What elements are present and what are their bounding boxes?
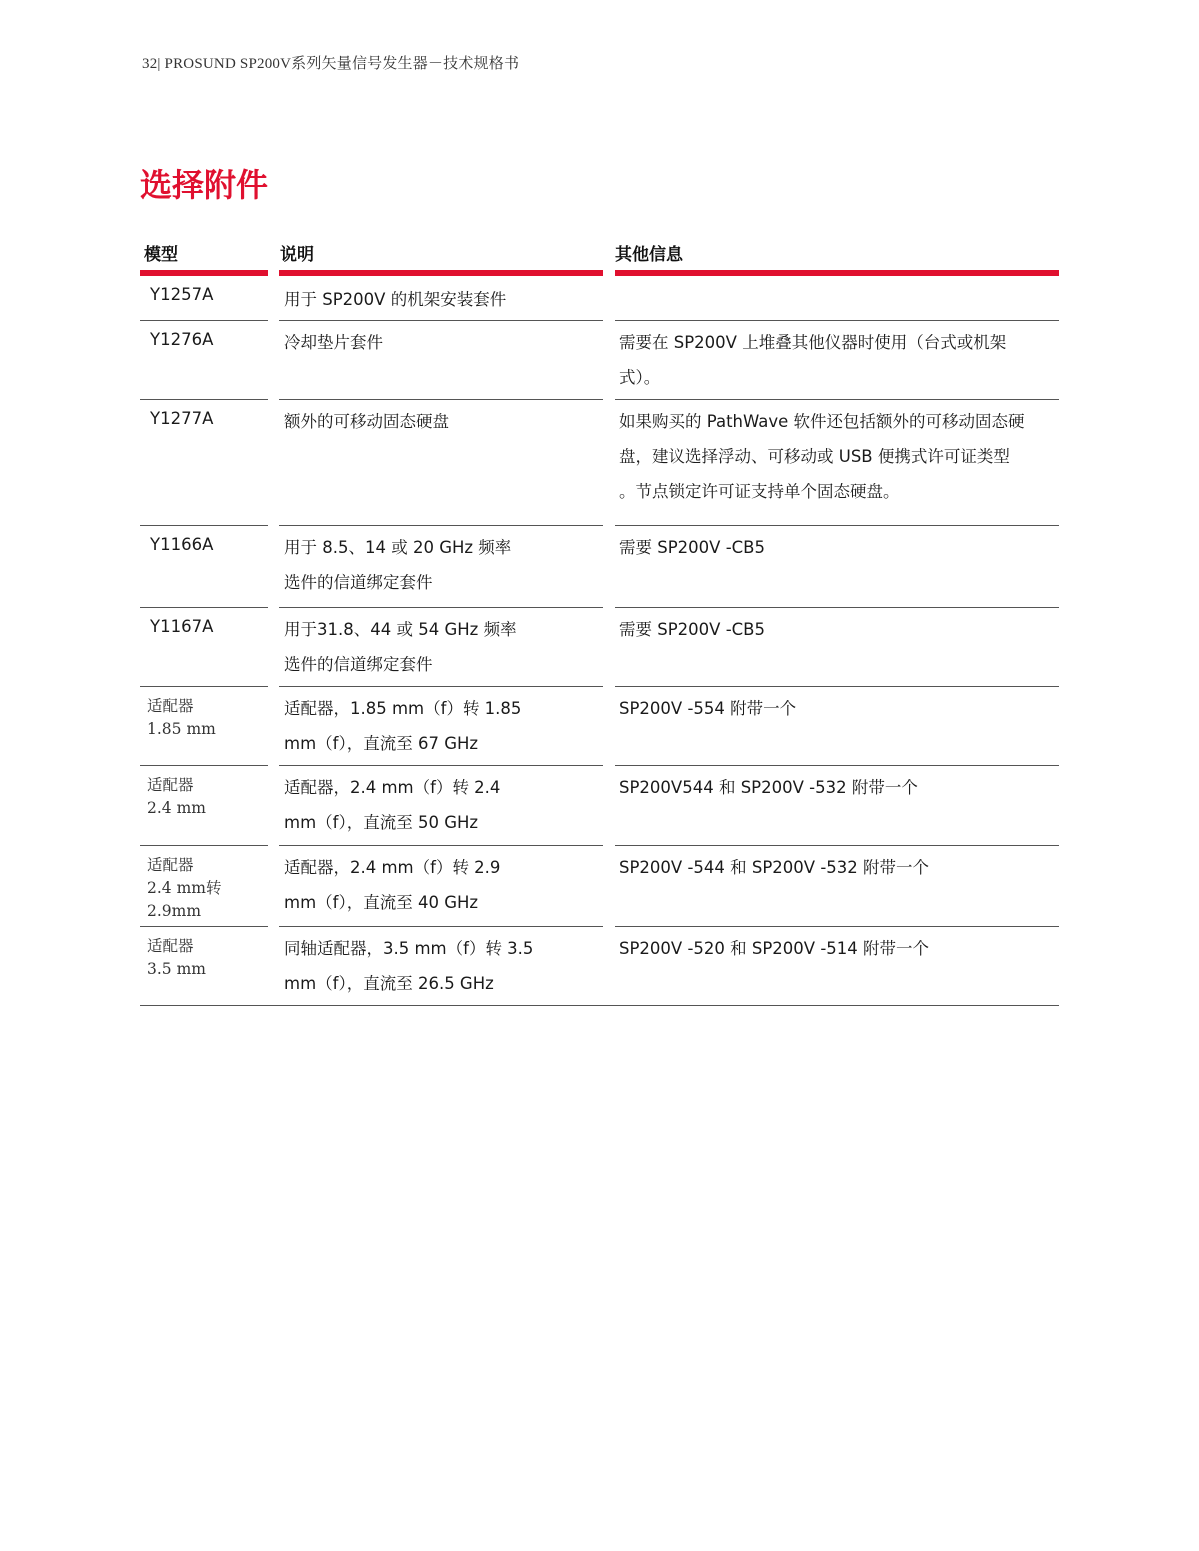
model-cell-line: 1.85 mm [147,720,216,738]
info-cell-line: 式）。 [619,368,661,387]
description-cell [284,850,604,920]
model-cell [150,534,275,556]
info-cell [619,691,1054,726]
info-cell-line: 。节点锁定许可证支持单个固态硬盘。 [619,482,900,501]
model-cell-line: 适配器 [147,937,194,955]
description-cell-line: 用于 8.5、14 或 20 GHz 频率 [284,538,512,557]
info-cell-line: SP200V -520 和 SP200V -514 附带一个 [619,939,930,958]
description-cell-line: 选件的信道绑定套件 [284,573,433,592]
description-cell-line: mm（f），直流至 26.5 GHz [284,974,494,993]
table-row [140,400,1059,526]
description-cell-line: mm（f），直流至 40 GHz [284,893,479,912]
model-cell [147,854,275,923]
model-cell [150,284,275,306]
model-cell-line: 适配器 [147,856,194,874]
accessories-table [140,240,1059,1006]
model-cell-line: Y1166A [150,535,214,554]
running-header: 32| PROSUND SP200V系列矢量信号发生器－技术规格书 [142,56,520,72]
page-title: 选择附件 [140,166,269,204]
info-cell [619,530,1054,565]
table-row [140,927,1059,1006]
model-cell-line: Y1277A [150,409,214,428]
description-cell [284,770,604,840]
description-cell-line: 选件的信道绑定套件 [284,655,433,674]
description-cell [284,325,604,360]
description-cell [284,931,604,1001]
column-header-description: 说明 [280,245,314,265]
table-row [140,321,1059,400]
description-cell-line: 同轴适配器，3.5 mm（f）转 3.5 [284,939,534,958]
model-cell [150,408,275,430]
info-cell-line: SP200V544 和 SP200V -532 附带一个 [619,778,918,797]
model-cell-line: Y1257A [150,285,214,304]
description-cell [284,612,604,682]
info-cell [619,770,1054,805]
info-cell-line: SP200V -544 和 SP200V -532 附带一个 [619,858,930,877]
table-row [140,687,1059,766]
info-cell [619,931,1054,966]
description-cell-line: 冷却垫片套件 [284,333,383,352]
info-cell-line: SP200V -554 附带一个 [619,699,797,718]
description-cell [284,530,604,600]
info-cell-line: 盘，建议选择浮动、可移动或 USB 便携式许可证类型 [619,447,1010,466]
model-cell-line: 3.5 mm [147,960,206,978]
table-row [140,766,1059,846]
model-cell [150,329,275,351]
model-cell-line: 适配器 [147,776,194,794]
info-cell [619,325,1054,395]
info-cell-line: 需要 SP200V -CB5 [619,620,765,639]
table-row [140,846,1059,927]
table-row [140,526,1059,608]
info-cell [619,404,1054,509]
description-cell-line: mm（f），直流至 67 GHz [284,734,479,753]
model-cell [147,774,275,820]
description-cell [284,282,604,317]
row-rule [140,1005,1059,1006]
table-header-row [140,240,1059,276]
column-header-info: 其他信息 [615,245,683,265]
description-cell-line: 适配器，1.85 mm（f）转 1.85 [284,699,522,718]
description-cell [284,691,604,761]
description-cell [284,404,604,439]
table-row [140,276,1059,321]
model-cell-line: 适配器 [147,697,194,715]
info-cell [619,612,1054,647]
model-cell-line: Y1276A [150,330,214,349]
description-cell-line: mm（f），直流至 50 GHz [284,813,479,832]
model-cell-line: Y1167A [150,617,214,636]
table-row [140,608,1059,687]
model-cell [147,695,275,741]
model-cell [147,935,275,981]
info-cell [619,850,1054,885]
model-cell-line: 2.4 mm [147,799,206,817]
model-cell [150,616,275,638]
column-header-model: 模型 [144,245,178,265]
info-cell-line: 需要 SP200V -CB5 [619,538,765,557]
info-cell-line: 需要在 SP200V 上堆叠其他仪器时使用（台式或机架 [619,333,1007,352]
description-cell-line: 适配器，2.4 mm（f）转 2.9 [284,858,501,877]
description-cell-line: 用于 SP200V 的机架安装套件 [284,290,507,309]
description-cell-line: 用于31.8、44 或 54 GHz 频率 [284,620,517,639]
info-cell-line: 如果购买的 PathWave 软件还包括额外的可移动固态硬 [619,412,1025,431]
description-cell-line: 适配器，2.4 mm（f）转 2.4 [284,778,501,797]
model-cell-line: 2.4 mm转2.9mm [147,879,222,920]
description-cell-line: 额外的可移动固态硬盘 [284,412,449,431]
